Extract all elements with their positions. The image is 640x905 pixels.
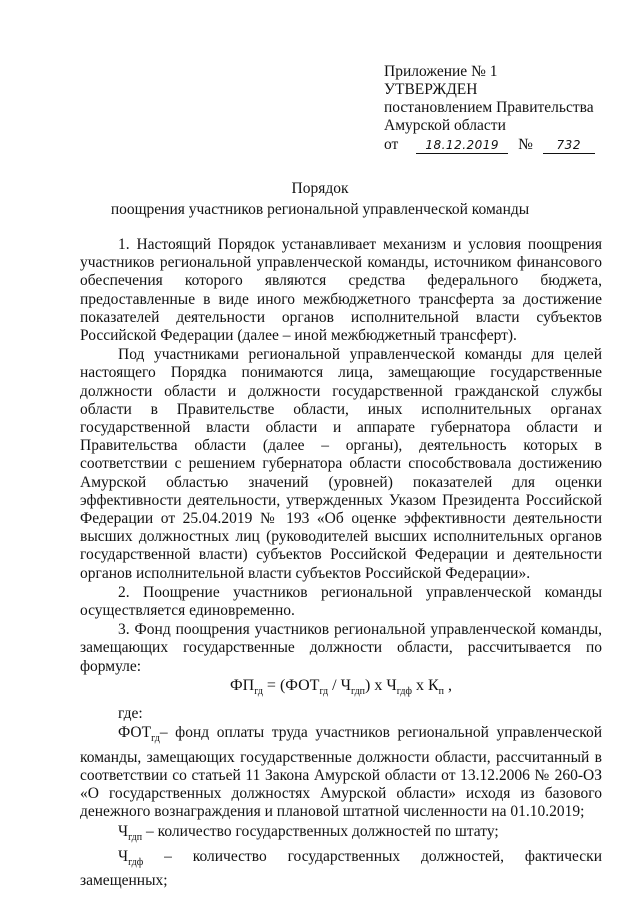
handwritten-date: 18.12.2019	[416, 138, 508, 154]
formula-k-sub: п	[438, 686, 444, 698]
document-subtitle: поощрения участников региональной управленческой команды	[110, 201, 530, 218]
definition-ch-actual-sub: гдф	[128, 856, 144, 868]
definition-ch-planned-sub: гдп	[128, 831, 143, 843]
definition-ch-planned-text: – количество государственных должностей по штату;	[142, 822, 499, 840]
formula-mid: ) х Ч	[365, 676, 397, 694]
paragraph-2: Под участниками региональной управленческой команды для целей настоящего Порядка понимаются лица, замещающие государственные должности области и должности государственной гражданской службы области в Правительстве области, иных исполнительных органах государственной власти области и аппарате губернатора области и Правительства области (далее – органы), деятельность которых в соответствии с решением губернатора области способствовала достижению Амурской областью значений (уровней) показателей для оценки эффективности деятельности, утвержденных Указом Президента Российской Федерации от 25.04.2019 № 193 «Об оценке эффективности деятельности высших должностных лиц (руководителей высших исполнительных органов государственной власти) субъектов Российской Федерации и деятельности органов исполнительной власти субъектов Российской Федерации».	[80, 346, 602, 582]
formula-fp-sub: гд	[254, 686, 263, 698]
resolution-label: постановлением Правительства	[384, 99, 594, 116]
formula	[80, 677, 602, 701]
handwritten-number: 732	[543, 138, 595, 154]
formula-ch2-sub: гдф	[396, 686, 412, 698]
formula-eq-open: = (ФОТ	[262, 676, 320, 694]
date-number-line	[384, 136, 614, 154]
definition-fot-sub: гд	[151, 733, 160, 745]
definition-ch-actual-symbol: Ч	[118, 847, 129, 865]
appendix-label: Приложение № 1	[384, 63, 498, 80]
where-label: где:	[118, 705, 143, 723]
number-sign: №	[518, 136, 533, 153]
formula-ch1-sub: гдп	[350, 686, 366, 698]
definition-fot	[80, 724, 602, 821]
formula-times-k: х К	[411, 676, 439, 694]
formula-fot-sub: гд	[319, 686, 329, 698]
definition-ch-actual	[80, 848, 602, 891]
definition-ch-actual-text: – количество государственных должностей, фактически замещенных;	[80, 847, 602, 890]
paragraph-4: 3. Фонд поощрения участников региональной управленческой команды, замещающих государственные должности области, рассчитывается по формуле:	[80, 621, 602, 675]
paragraph-3: 2. Поощрение участников региональной управленческой команды осуществляется единовременно.	[80, 583, 602, 620]
definition-ch-planned	[80, 823, 602, 847]
definition-ch-planned-symbol: Ч	[118, 822, 129, 840]
paragraph-1: 1. Настоящий Порядок устанавливает механизм и условия поощрения участников региональной управленческой команды, источником финансового обеспечения которого являются средства федерального бюджета, предоставленные в виде иного межбюджетного трансферта за достижение показателей деятельности органов исполнительной власти субъектов Российской Федерации (далее – иной межбюджетный трансферт).	[80, 236, 602, 345]
formula-slash: / Ч	[328, 676, 351, 694]
formula-end: ,	[443, 676, 452, 694]
definition-fot-text: – фонд оплаты труда участников региональной управленческой команды, замещающих государственные должности области, рассчитанный в соответствии со статьей 11 Закона Амурской области от 13.12.2006 № 260-ОЗ «О государственных должностях Амурской области» исходя из базового денежного вознаграждения и плановой штатной численности на 01.10.2019;	[80, 724, 602, 821]
formula-fp: ФП	[230, 676, 255, 694]
region-label: Амурской области	[384, 117, 506, 134]
document-title: Порядок	[291, 180, 349, 197]
document-body	[80, 236, 602, 890]
approved-label: УТВЕРЖДЕН	[384, 81, 478, 98]
definition-fot-symbol: ФОТ	[118, 724, 152, 742]
approval-block	[384, 63, 614, 154]
from-label: от	[384, 136, 399, 153]
